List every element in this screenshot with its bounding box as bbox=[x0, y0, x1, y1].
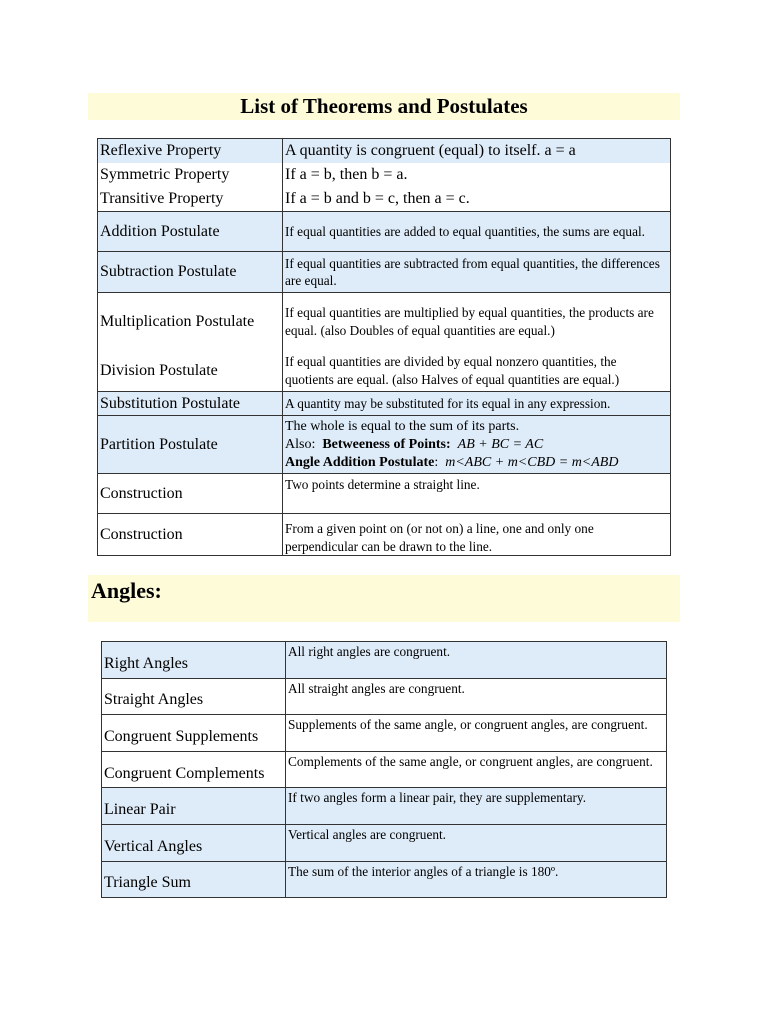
angle-definition: Complements of the same angle, or congruent angles, are congruent. bbox=[286, 751, 667, 788]
angle-definition: All straight angles are congruent. bbox=[286, 678, 667, 715]
property-name: Subtraction Postulate bbox=[98, 252, 283, 293]
angle-definition: If two angles form a linear pair, they are supplementary. bbox=[286, 788, 667, 825]
property-definition: If a = b and b = c, then a = c. bbox=[283, 187, 671, 212]
angle-name: Congruent Supplements bbox=[102, 715, 286, 752]
property-definition: A quantity may be substituted for its equal in any expression. bbox=[283, 392, 671, 416]
betweeness-formula: AB + BC = AC bbox=[457, 436, 544, 452]
table-row bbox=[98, 293, 671, 351]
table-row bbox=[102, 788, 667, 825]
partition-definition bbox=[283, 416, 671, 474]
property-definition: If equal quantities are subtracted from equal quantities, the differences are equal. bbox=[283, 252, 671, 293]
table-row bbox=[98, 351, 671, 392]
angles-table bbox=[101, 641, 667, 898]
also-label: Also: bbox=[285, 436, 316, 452]
table-row bbox=[98, 474, 671, 514]
table-row bbox=[102, 642, 667, 679]
property-name: Construction bbox=[98, 474, 283, 514]
angle-definition: All right angles are congruent. bbox=[286, 642, 667, 679]
angle-name: Right Angles bbox=[102, 642, 286, 679]
property-name: Multiplication Postulate bbox=[98, 293, 283, 351]
angle-definition: The sum of the interior angles of a triangle is 180º. bbox=[286, 861, 667, 898]
property-definition: If equal quantities are divided by equal nonzero quantities, the quotients are equal. (also Halves of equal quantities are equal.) bbox=[283, 351, 671, 392]
angle-addition-formula: m<ABC + m<CBD = m<ABD bbox=[445, 454, 619, 470]
property-definition: From a given point on (or not on) a line, one and only one perpendicular can be drawn to the line. bbox=[283, 514, 671, 556]
property-name: Reflexive Property bbox=[98, 139, 283, 163]
theorems-table bbox=[97, 138, 671, 556]
table-row bbox=[98, 514, 671, 556]
angle-addition-label: Angle Addition Postulate bbox=[285, 454, 435, 470]
table-row bbox=[102, 715, 667, 752]
property-definition: A quantity is congruent (equal) to itself. a = a bbox=[283, 139, 671, 163]
table-row bbox=[98, 392, 671, 416]
angle-name: Triangle Sum bbox=[102, 861, 286, 898]
angle-name: Congruent Complements bbox=[102, 751, 286, 788]
angle-definition: Vertical angles are congruent. bbox=[286, 824, 667, 861]
property-name: Division Postulate bbox=[98, 351, 283, 392]
angle-definition: Supplements of the same angle, or congruent angles, are congruent. bbox=[286, 715, 667, 752]
angle-name: Straight Angles bbox=[102, 678, 286, 715]
betweeness-label: Betweeness of Points: bbox=[322, 436, 451, 452]
table-row bbox=[98, 252, 671, 293]
table-row bbox=[102, 861, 667, 898]
property-definition: If equal quantities are added to equal quantities, the sums are equal. bbox=[283, 212, 671, 252]
property-name: Construction bbox=[98, 514, 283, 556]
table-row bbox=[98, 416, 671, 474]
table-row bbox=[102, 678, 667, 715]
angle-name: Vertical Angles bbox=[102, 824, 286, 861]
property-name: Transitive Property bbox=[98, 187, 283, 212]
property-definition: If equal quantities are multiplied by equal quantities, the products are equal. (also Doubles of equal quantities are equal.) bbox=[283, 293, 671, 351]
property-definition: If a = b, then b = a. bbox=[283, 163, 671, 187]
property-name: Substitution Postulate bbox=[98, 392, 283, 416]
table-row bbox=[102, 824, 667, 861]
property-name: Addition Postulate bbox=[98, 212, 283, 252]
property-definition: Two points determine a straight line. bbox=[283, 474, 671, 514]
property-name: Symmetric Property bbox=[98, 163, 283, 187]
angle-addition-line: Angle Addition Postulate: m<ABC + m<CBD = m<ABD bbox=[285, 454, 619, 470]
angles-heading: Angles: bbox=[88, 575, 680, 622]
angle-name: Linear Pair bbox=[102, 788, 286, 825]
property-name: Partition Postulate bbox=[98, 416, 283, 474]
table-row bbox=[98, 139, 671, 163]
partition-line: The whole is equal to the sum of its parts. bbox=[285, 418, 520, 434]
table-row bbox=[98, 163, 671, 187]
table-row bbox=[98, 212, 671, 252]
table-row bbox=[98, 187, 671, 212]
table-row bbox=[102, 751, 667, 788]
page-title: List of Theorems and Postulates bbox=[88, 93, 680, 120]
betweeness-line bbox=[285, 436, 668, 454]
